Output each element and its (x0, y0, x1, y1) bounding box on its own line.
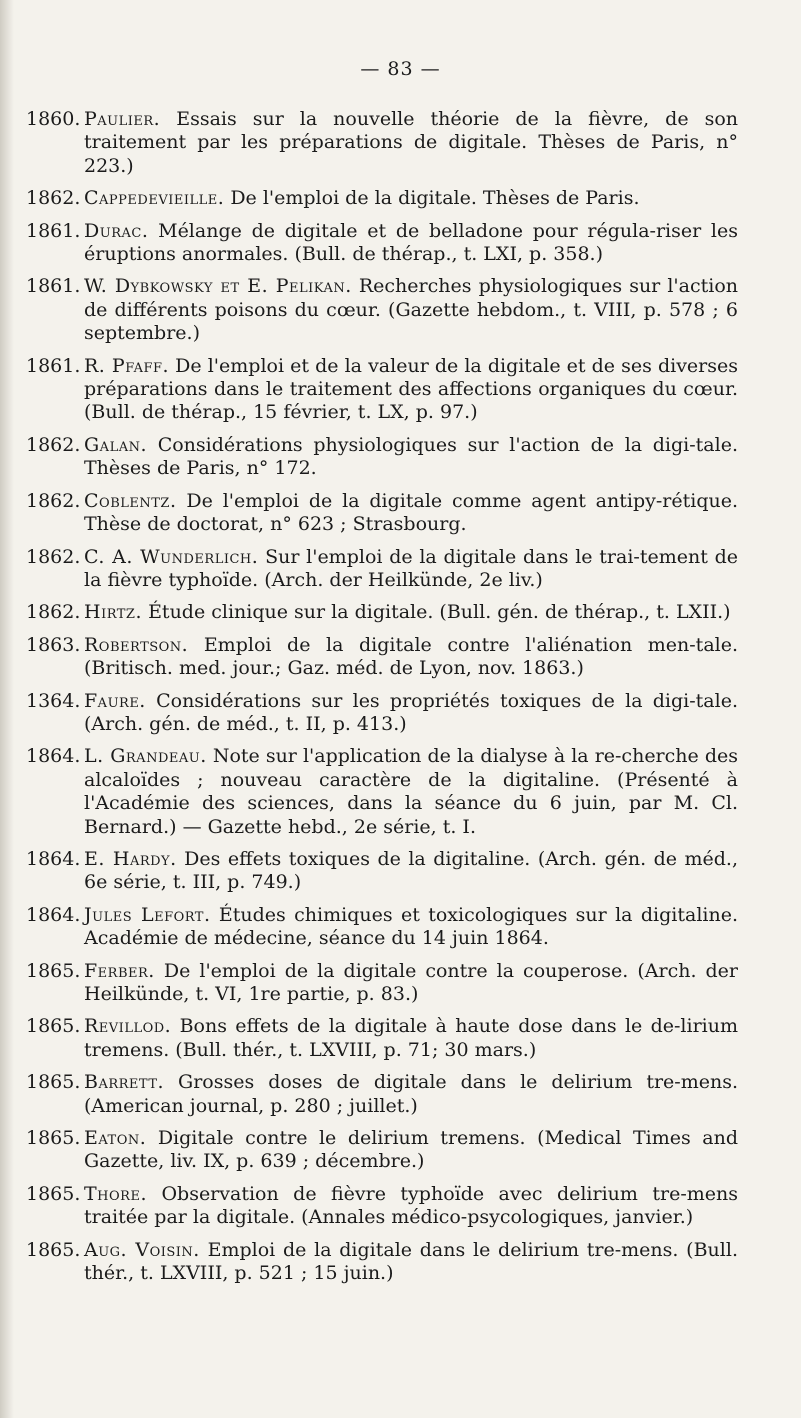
entry-year: 1865. (26, 1015, 81, 1038)
entry-year: 1864. (26, 847, 81, 870)
entry-text: Digitale contre le delirium tremens. (Medical Times and Gazette, liv. IX, p. 639 ; décembre.) (84, 1127, 738, 1173)
entry-text: Bons effets de la digitale à haute dose dans le de-lirium tremens. (Bull. thér., t. LXVIII, p. 71; 30 mars.) (84, 1015, 738, 1061)
entry-text: De l'emploi de la digitale contre la couperose. (Arch. der Heilkünde, t. VI, 1re partie, p. 83.) (84, 959, 738, 1005)
bibliography-entry (26, 745, 738, 839)
entry-year: 1862. (26, 489, 81, 512)
entry-year: 1865. (26, 959, 81, 982)
entry-year: 1865. (26, 1071, 81, 1094)
entry-year: 1865. (26, 1182, 81, 1205)
bibliography-entry (26, 546, 738, 593)
entry-author: Durac. (84, 219, 149, 242)
entry-author: Revillod. (84, 1015, 172, 1038)
entry-author: W. Dybkowsky et E. Pelikan. (84, 275, 352, 298)
entry-author: Thore. (84, 1182, 147, 1205)
entry-author: Hirtz. (84, 601, 143, 624)
entry-text: Étude clinique sur la digitale. (Bull. gén. de thérap., t. LXII.) (148, 601, 731, 624)
entry-author: Galan. (84, 433, 148, 456)
bibliography-entry (26, 1239, 738, 1286)
entry-author: E. Hardy. (84, 847, 177, 870)
bibliography-entry (26, 275, 738, 345)
entry-year: 1862. (26, 601, 81, 624)
entry-text: Grosses doses de digitale dans le delirium tre-mens. (American journal, p. 280 ; juillet.) (84, 1071, 738, 1117)
entry-text: Emploi de la digitale dans le delirium tre-mens. (Bull. thér., t. LXVIII, p. 521 ; 15 juin.) (84, 1238, 738, 1285)
entry-year: 1865. (26, 1127, 81, 1150)
entry-text: De l'emploi et de la valeur de la digitale et de ses diverses préparations dans le traitement des affections organiques du cœur. (Bull. de thérap., 15 février, t. LX, p. 97.) (84, 354, 739, 424)
bibliography-entry (26, 601, 738, 624)
entry-text: Mélange de digitale et de belladone pour régula-riser les éruptions anormales. (Bull. de thérap., t. LXI, p. 358.) (84, 219, 738, 266)
bibliography-entry (26, 434, 738, 481)
entry-year: 1865. (26, 1238, 81, 1261)
entry-year: 1864. (26, 903, 81, 926)
entry-text: Observation de fièvre typhoïde avec delirium tre-mens traitée par la digitale. (Annales médico-psycologiques, janvier.) (84, 1182, 738, 1229)
entry-text: Note sur l'application de la dialyse à la re-cherche des alcaloïdes ; nouveau caractère de la digitaline. (Présenté à l'Académie des sciences, dans la séance du 6 juin, par M. Cl. Bernard.) — Gazette hebd., 2e série, t. I. (84, 745, 738, 838)
bibliography-entry (26, 960, 738, 1007)
entry-author: Robertson. (84, 633, 189, 656)
entry-author: Ferber. (84, 959, 155, 982)
entry-year: 1861. (26, 354, 81, 377)
entry-author: Aug. Voisin. (84, 1238, 200, 1261)
entry-text: De l'emploi de la digitale. Thèses de Paris. (230, 187, 640, 210)
entry-year: 1862. (26, 545, 81, 568)
page-edge-shadow (0, 0, 14, 1418)
entry-text: De l'emploi de la digitale comme agent antipy-rétique. Thèse de doctorat, n° 623 ; Strasbourg. (84, 489, 738, 536)
bibliography-entry (26, 490, 738, 537)
entry-text: Essais sur la nouvelle théorie de la fièvre, de son traitement par les préparations de digitale. Thèses de Paris, n° 223.) (84, 108, 739, 177)
bibliography-entry (26, 1183, 738, 1230)
entry-text: Considérations sur les propriétés toxiques de la digi-tale. (Arch. gén. de méd., t. II, p. 413.) (84, 689, 738, 735)
entry-author: Eaton. (84, 1127, 147, 1150)
entry-author: Faure. (84, 689, 146, 712)
bibliography-entry (26, 220, 738, 267)
bibliography-entry (26, 1071, 738, 1118)
entry-text: Des effets toxiques de la digitaline. (Arch. gén. de méd., 6e série, t. III, p. 749.) (84, 847, 738, 894)
entry-year: 1863. (26, 633, 81, 656)
entry-author: L. Grandeau. (84, 745, 207, 768)
bibliography-entry (26, 690, 738, 737)
bibliography-entry (26, 904, 738, 951)
entry-text: Considérations physiologiques sur l'action de la digi-tale. Thèses de Paris, n° 172. (84, 433, 738, 480)
entry-year: 1862. (26, 433, 81, 456)
entry-text: Sur l'emploi de la digitale dans le trai-tement de la fièvre typhoïde. (Arch. der Heilkünde, 2e liv.) (84, 545, 738, 591)
bibliography-entry (26, 848, 738, 895)
entry-text: Emploi de la digitale contre l'aliénation men-tale. (Britisch. med. jour.; Gaz. méd. de Lyon, nov. 1863.) (84, 633, 739, 680)
bibliography-entry (26, 187, 738, 210)
entry-year: 1860. (26, 108, 81, 130)
bibliography-entry (26, 1127, 738, 1174)
bibliography-entry (26, 108, 738, 178)
entry-year: 1861. (26, 219, 81, 242)
page-number: — 83 — (360, 58, 441, 80)
entry-year: 1864. (26, 745, 81, 768)
entry-author: Cappedevieille. (84, 187, 225, 210)
bibliography-entry (26, 355, 738, 425)
entry-author: R. Pfaff. (84, 354, 170, 377)
bibliography-entry (26, 634, 738, 681)
entry-year: 1364. (26, 689, 81, 712)
entry-year: 1862. (26, 187, 81, 210)
entry-author: Jules Lefort. (84, 903, 211, 926)
entry-text: Études chimiques et toxicologiques sur la digitaline. Académie de médecine, séance du 14 juin 1864. (84, 903, 738, 950)
entry-text: Recherches physiologiques sur l'action de différents poisons du cœur. (Gazette hebdom., t. VIII, p. 578 ; 6 septembre.) (84, 275, 738, 345)
entry-year: 1861. (26, 275, 81, 298)
entry-author: C. A. Wunderlich. (84, 545, 259, 568)
entry-author: Barrett. (84, 1071, 165, 1094)
entry-author: Coblentz. (84, 489, 177, 512)
bibliography-list (26, 108, 738, 1294)
entry-author: Paulier. (84, 108, 161, 130)
bibliography-entry (26, 1015, 738, 1062)
